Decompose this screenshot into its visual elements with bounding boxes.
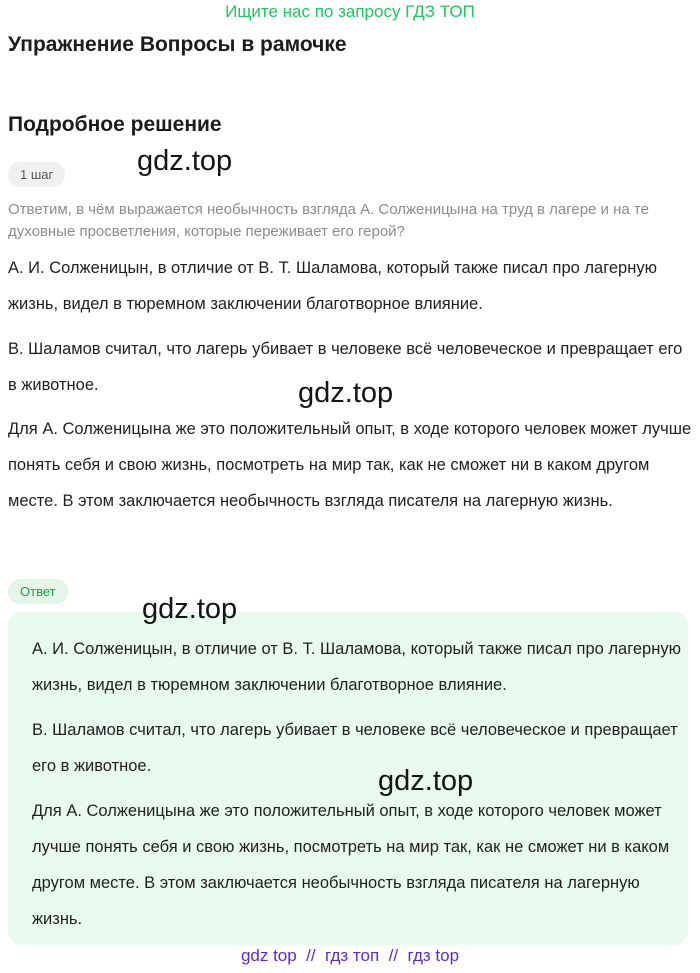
solution-heading: Подробное решение (8, 113, 222, 136)
question-text: Ответим, в чём выражается необычность взгляда А. Солженицына на труд в лагере и на те духовные просветления, которые переживает его герой? (8, 201, 649, 240)
answer-paragraph-1: А. И. Солженицын, в отличие от В. Т. Шаламова, который также писал про лагерную жизнь, видел в тюремном заключении благотворное влияние. (32, 640, 681, 694)
answer-paragraph-3: Для А. Солженицына же это положительный опыт, в ходе которого человек может лучше понять себя и свою жизнь, посмотреть на мир так, как не сможет ни в каком другом месте. В этом заключается необычность взгляда писателя на лагерную жизнь. (32, 802, 670, 928)
watermark: gdz.top (142, 593, 238, 625)
footer-links[interactable]: gdz top // гдз топ // гдз top (240, 946, 460, 965)
step-badge: 1 шаг (8, 162, 65, 187)
watermark: gdz.top (378, 765, 474, 797)
search-banner: Ищите нас по запросу ГДЗ ТОП (225, 2, 475, 21)
watermark: gdz.top (298, 377, 394, 409)
solution-paragraph-2: В. Шаламов считал, что лагерь убивает в человеке всё человеческое и превращает его в животное. (8, 340, 683, 394)
solution-paragraph-1: А. И. Солженицын, в отличие от В. Т. Шаламова, который также писал про лагерную жизнь, видел в тюремном заключении благотворное влияние. (8, 259, 657, 313)
watermark: gdz.top (137, 145, 233, 177)
answer-box (8, 612, 688, 945)
answer-badge: Ответ (8, 579, 68, 604)
solution-paragraph-3: Для А. Солженицына же это положительный опыт, в ходе которого человек может лучше понять себя и свою жизнь, посмотреть на мир так, как не сможет ни в каком другом месте. В этом заключается необычность взгляда писателя на лагерную жизнь. (8, 420, 692, 510)
answer-paragraph-2: В. Шаламов считал, что лагерь убивает в человеке всё человеческое и превращает его в животное. (32, 721, 678, 775)
exercise-title: Упражнение Вопросы в рамочке (8, 33, 347, 56)
